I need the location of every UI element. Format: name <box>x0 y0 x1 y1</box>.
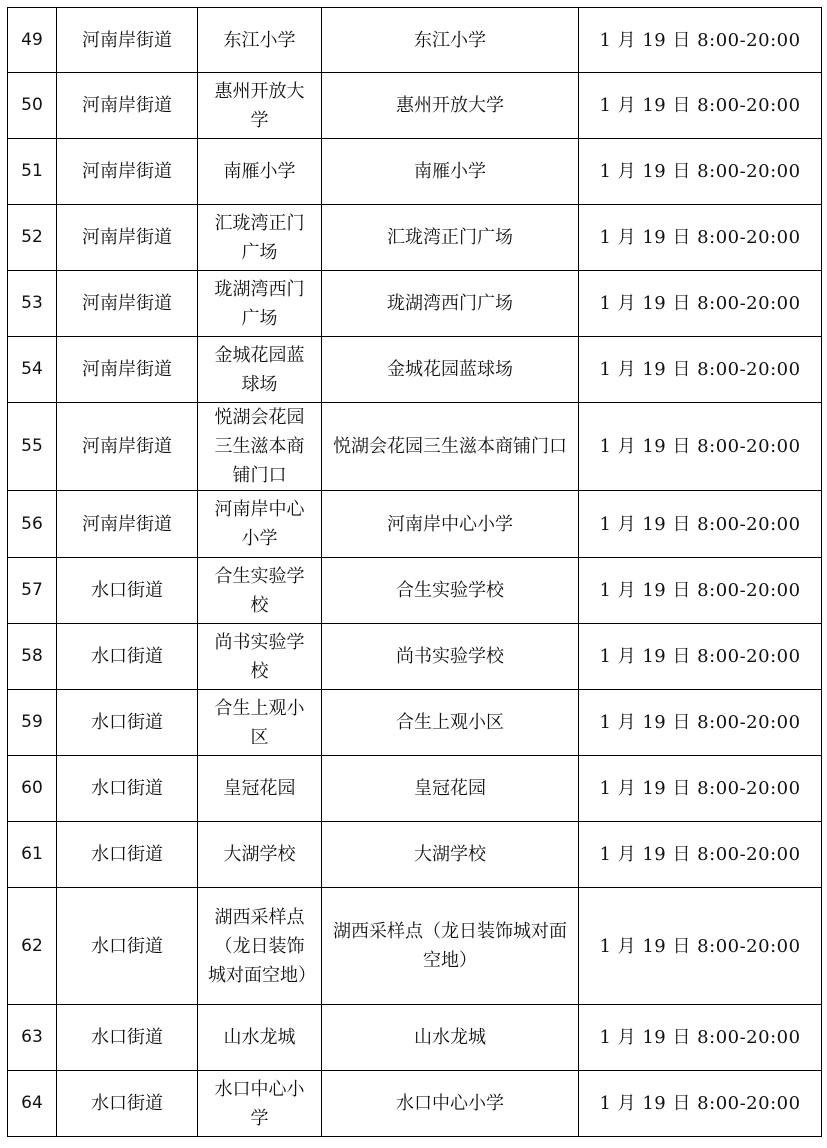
site-name-cell: 水口中心小学 <box>198 1071 322 1137</box>
table-row <box>8 271 822 337</box>
row-number-cell: 52 <box>8 205 57 271</box>
time-cell: 1 月 19 日 8:00-20:00 <box>579 690 822 756</box>
street-cell: 河南岸街道 <box>57 491 198 558</box>
row-number-cell: 59 <box>8 690 57 756</box>
time-cell: 1 月 19 日 8:00-20:00 <box>579 1071 822 1137</box>
row-number-cell: 58 <box>8 624 57 690</box>
site-name-cell: 金城花园蓝球场 <box>198 337 322 403</box>
table-body <box>8 8 822 1137</box>
street-cell: 河南岸街道 <box>57 139 198 205</box>
address-cell: 合生上观小区 <box>322 690 579 756</box>
address-cell: 悦湖会花园三生滋本商铺门口 <box>322 403 579 491</box>
site-name-cell: 山水龙城 <box>198 1005 322 1071</box>
table-row <box>8 690 822 756</box>
site-name-cell: 南雁小学 <box>198 139 322 205</box>
site-name-cell: 湖西采样点（龙日装饰城对面空地） <box>198 888 322 1005</box>
time-cell: 1 月 19 日 8:00-20:00 <box>579 558 822 624</box>
time-cell: 1 月 19 日 8:00-20:00 <box>579 888 822 1005</box>
table-row <box>8 1071 822 1137</box>
address-cell: 珑湖湾西门广场 <box>322 271 579 337</box>
time-cell: 1 月 19 日 8:00-20:00 <box>579 403 822 491</box>
address-cell: 合生实验学校 <box>322 558 579 624</box>
sampling-sites-table <box>7 7 822 1137</box>
address-cell: 水口中心小学 <box>322 1071 579 1137</box>
address-cell: 尚书实验学校 <box>322 624 579 690</box>
row-number-cell: 61 <box>8 822 57 888</box>
street-cell: 水口街道 <box>57 822 198 888</box>
site-name-cell: 合生上观小区 <box>198 690 322 756</box>
time-cell: 1 月 19 日 8:00-20:00 <box>579 205 822 271</box>
table-row <box>8 1005 822 1071</box>
address-cell: 惠州开放大学 <box>322 73 579 139</box>
table-row <box>8 624 822 690</box>
time-cell: 1 月 19 日 8:00-20:00 <box>579 8 822 73</box>
row-number-cell: 50 <box>8 73 57 139</box>
site-name-cell: 大湖学校 <box>198 822 322 888</box>
table-row <box>8 337 822 403</box>
address-cell: 金城花园蓝球场 <box>322 337 579 403</box>
row-number-cell: 60 <box>8 756 57 822</box>
table-row <box>8 403 822 491</box>
address-cell: 河南岸中心小学 <box>322 491 579 558</box>
table-row <box>8 491 822 558</box>
street-cell: 河南岸街道 <box>57 271 198 337</box>
site-name-cell: 尚书实验学校 <box>198 624 322 690</box>
time-cell: 1 月 19 日 8:00-20:00 <box>579 1005 822 1071</box>
site-name-cell: 东江小学 <box>198 8 322 73</box>
street-cell: 河南岸街道 <box>57 205 198 271</box>
time-cell: 1 月 19 日 8:00-20:00 <box>579 139 822 205</box>
table-row <box>8 888 822 1005</box>
street-cell: 水口街道 <box>57 690 198 756</box>
time-cell: 1 月 19 日 8:00-20:00 <box>579 822 822 888</box>
row-number-cell: 53 <box>8 271 57 337</box>
site-name-cell: 悦湖会花园三生滋本商铺门口 <box>198 403 322 491</box>
street-cell: 河南岸街道 <box>57 337 198 403</box>
table-row <box>8 558 822 624</box>
row-number-cell: 54 <box>8 337 57 403</box>
address-cell: 南雁小学 <box>322 139 579 205</box>
street-cell: 河南岸街道 <box>57 73 198 139</box>
table-row <box>8 139 822 205</box>
table-row <box>8 756 822 822</box>
time-cell: 1 月 19 日 8:00-20:00 <box>579 337 822 403</box>
row-number-cell: 62 <box>8 888 57 1005</box>
street-cell: 水口街道 <box>57 888 198 1005</box>
street-cell: 水口街道 <box>57 558 198 624</box>
site-name-cell: 河南岸中心小学 <box>198 491 322 558</box>
row-number-cell: 57 <box>8 558 57 624</box>
site-name-cell: 皇冠花园 <box>198 756 322 822</box>
street-cell: 水口街道 <box>57 1071 198 1137</box>
time-cell: 1 月 19 日 8:00-20:00 <box>579 491 822 558</box>
site-name-cell: 合生实验学校 <box>198 558 322 624</box>
table-row <box>8 822 822 888</box>
time-cell: 1 月 19 日 8:00-20:00 <box>579 756 822 822</box>
street-cell: 河南岸街道 <box>57 8 198 73</box>
time-cell: 1 月 19 日 8:00-20:00 <box>579 271 822 337</box>
site-name-cell: 珑湖湾西门广场 <box>198 271 322 337</box>
time-cell: 1 月 19 日 8:00-20:00 <box>579 624 822 690</box>
street-cell: 河南岸街道 <box>57 403 198 491</box>
row-number-cell: 51 <box>8 139 57 205</box>
address-cell: 大湖学校 <box>322 822 579 888</box>
address-cell: 汇珑湾正门广场 <box>322 205 579 271</box>
row-number-cell: 55 <box>8 403 57 491</box>
time-cell: 1 月 19 日 8:00-20:00 <box>579 73 822 139</box>
site-name-cell: 汇珑湾正门广场 <box>198 205 322 271</box>
row-number-cell: 64 <box>8 1071 57 1137</box>
street-cell: 水口街道 <box>57 1005 198 1071</box>
address-cell: 山水龙城 <box>322 1005 579 1071</box>
street-cell: 水口街道 <box>57 624 198 690</box>
row-number-cell: 63 <box>8 1005 57 1071</box>
street-cell: 水口街道 <box>57 756 198 822</box>
row-number-cell: 49 <box>8 8 57 73</box>
row-number-cell: 56 <box>8 491 57 558</box>
address-cell: 皇冠花园 <box>322 756 579 822</box>
address-cell: 湖西采样点（龙日装饰城对面空地） <box>322 888 579 1005</box>
table-row <box>8 205 822 271</box>
address-cell: 东江小学 <box>322 8 579 73</box>
table-row <box>8 73 822 139</box>
site-name-cell: 惠州开放大学 <box>198 73 322 139</box>
table-row <box>8 8 822 73</box>
